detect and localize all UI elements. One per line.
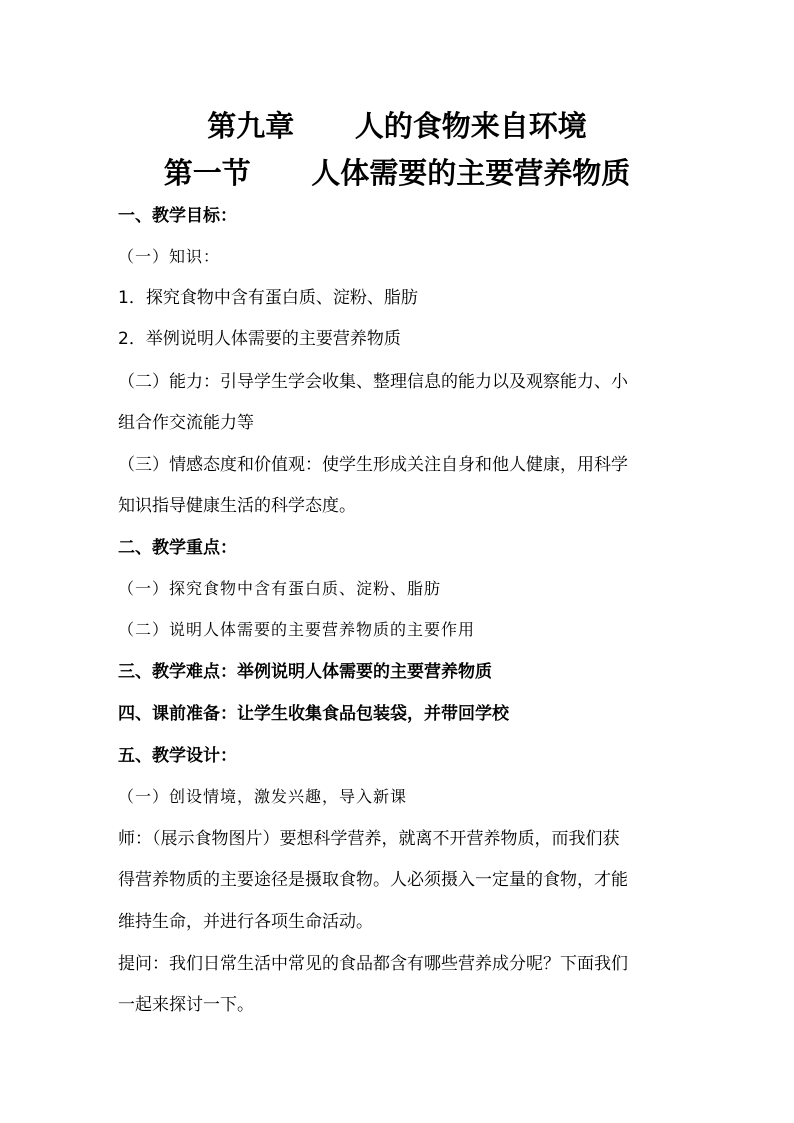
paragraph-line: 知识指导健康生活的科学态度。 xyxy=(118,496,356,516)
list-item: 1．探究食物中含有蛋白质、淀粉、脂肪 xyxy=(118,288,418,308)
paragraph-line: 提问：我们日常生活中常见的食品都含有哪些营养成分呢？下面我们 xyxy=(118,954,628,974)
heading-difficulties: 三、教学难点：举例说明人体需要的主要营养物质 xyxy=(118,662,492,682)
heading-objectives: 一、教学目标： xyxy=(118,206,237,226)
paragraph-line: （二）能力：引导学生学会收集、整理信息的能力以及观察能力、小 xyxy=(118,372,628,392)
paragraph-line: （三）情感态度和价值观：使学生形成关注自身和他人健康，用科学 xyxy=(118,455,628,475)
chapter-title: 第九章 人的食物来自环境 xyxy=(207,109,587,143)
paragraph-line: 组合作交流能力等 xyxy=(118,413,254,433)
list-item: （二）说明人体需要的主要营养物质的主要作用 xyxy=(118,620,476,639)
section-title: 第一节 人体需要的主要营养物质 xyxy=(163,156,631,190)
subheading-knowledge: （一）知识： xyxy=(118,247,221,266)
paragraph-line: 一起来探讨一下。 xyxy=(118,995,254,1015)
paragraph-line: 维持生命，并进行各项生命活动。 xyxy=(118,912,373,932)
heading-design: 五、教学设计： xyxy=(118,746,237,766)
paragraph-line: 得营养物质的主要途径是摄取食物。人必须摄入一定量的食物，才能 xyxy=(118,870,628,890)
heading-key-points: 二、教学重点： xyxy=(118,538,237,558)
subheading-intro: （一）创设情境，激发兴趣，导入新课 xyxy=(118,787,408,806)
heading-preparation: 四、课前准备：让学生收集食品包装袋，并带回学校 xyxy=(118,704,509,724)
paragraph-line: 师：（展示食物图片）要想科学营养，就离不开营养物质，而我们获 xyxy=(118,829,620,849)
list-item: （一）探究食物中含有蛋白质、淀粉、脂肪 xyxy=(118,579,442,598)
list-item: 2．举例说明人体需要的主要营养物质 xyxy=(118,329,401,349)
